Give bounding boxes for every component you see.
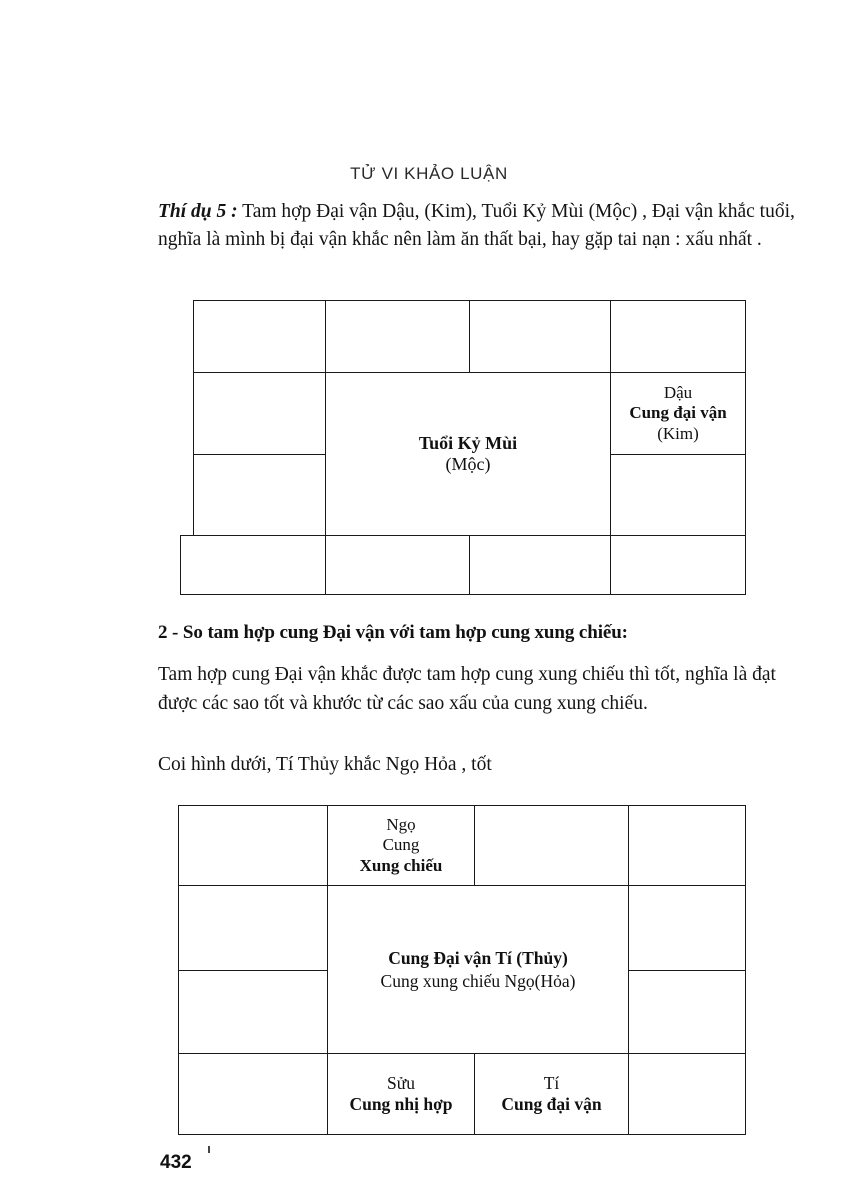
chart2-ti-cell	[474, 1053, 629, 1135]
chart1-dau-line3: (Kim)	[657, 423, 699, 443]
chart2-cell-right-lower	[628, 970, 746, 1054]
chart1-center-line2: (Mộc)	[445, 454, 491, 474]
section2-body-paragraph: Tam hợp cung Đại vận khắc được tam hợp cung xung chiếu thì tốt, nghĩa là đạt được các sao tốt và khước từ các sao xấu của cung xung chiếu.	[158, 664, 776, 714]
chart2-ngo-cell	[327, 805, 475, 886]
chart1-dau-line1: Dậu	[663, 383, 693, 403]
chart2-ti-line1: Tí	[543, 1073, 560, 1094]
chart2-suu-line1: Sửu	[387, 1073, 415, 1094]
chart2-cell-left-upper	[178, 885, 328, 971]
chart2-suu-line2: Cung nhị hợp	[349, 1094, 453, 1114]
page-number: 432	[160, 1152, 192, 1173]
chart2-cell-top-3	[474, 805, 629, 886]
example-label: Thí dụ 5 :	[158, 201, 238, 222]
chart1-center-line1: Tuổi Kỷ Mùi	[418, 432, 518, 453]
section2-heading: 2 - So tam hợp cung Đại vận với tam hợp cung xung chiếu:	[158, 622, 628, 643]
chart2-ti-line2: Cung đại vận	[501, 1094, 602, 1114]
chart2-cell-top-4	[628, 805, 746, 886]
chart2-ngo-line1: Ngọ	[386, 815, 416, 835]
chart2-center-line2: Cung xung chiếu Ngọ(Hỏa)	[380, 970, 576, 991]
chart2-cell-right-upper	[628, 885, 746, 971]
chart2-ngo-line3: Xung chiếu	[359, 855, 443, 875]
chart1-dau-line2: Cung đại vận	[629, 403, 727, 423]
chart2-cell-bottom-4	[628, 1053, 746, 1135]
chart2-ngo-line2: Cung	[382, 835, 420, 855]
chart2-cell-top-1	[178, 805, 328, 886]
chart2-center-line1: Cung Đại vận Tí (Thủy)	[388, 948, 568, 969]
chart2-center-cell	[327, 885, 629, 1054]
page-running-head: TỬ VI KHẢO LUẬN	[350, 164, 508, 183]
chart2-suu-cell	[327, 1053, 475, 1135]
page-number-artifact-mark	[208, 1146, 210, 1153]
example-body-text: Tam hợp Đại vận Dậu, (Kim), Tuổi Kỷ Mùi (Mộc) , Đại vận khắc tuổi, nghĩa là mình bị đại vận khắc nên làm ăn thất bại, hay gặp tai nạn : xấu nhất .	[158, 201, 795, 250]
section2-caption: Coi hình dưới, Tí Thủy khắc Ngọ Hỏa , tốt	[158, 754, 492, 775]
chart2-cell-left-lower	[178, 970, 328, 1054]
chart2-cell-bottom-1	[178, 1053, 328, 1135]
